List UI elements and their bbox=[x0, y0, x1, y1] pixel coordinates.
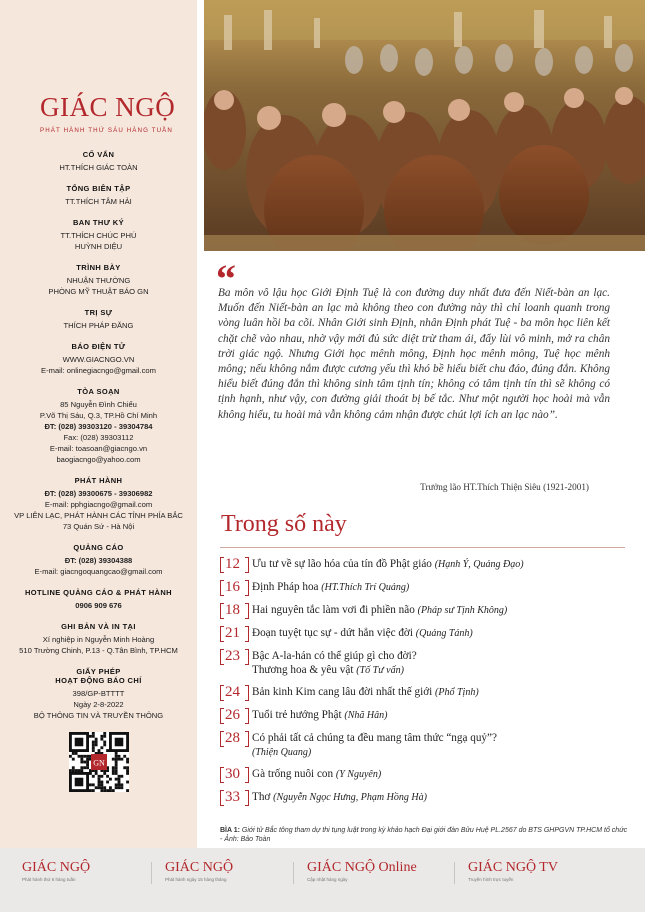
masthead-line: HUỲNH DIỆU bbox=[74, 242, 123, 251]
masthead-line: ĐT: (028) 39303120 - 39304784 bbox=[44, 422, 153, 431]
footer-brands bbox=[0, 848, 645, 912]
toc-list bbox=[220, 555, 630, 811]
masthead-line: WWW.GIACNGO.VN bbox=[62, 355, 135, 364]
cover-photo-illustration bbox=[204, 0, 645, 251]
toc-author: (Thiện Quang) bbox=[252, 747, 312, 758]
masthead-line: Fax: (028) 39303112 bbox=[63, 433, 134, 442]
footer-separator bbox=[151, 862, 152, 884]
masthead-line: VP LIÊN LẠC, PHÁT HÀNH CÁC TỈNH PHÍA BẮC bbox=[14, 511, 183, 520]
footer-separator bbox=[293, 862, 294, 884]
toc-item[interactable] bbox=[220, 683, 630, 701]
toc-item[interactable] bbox=[220, 578, 630, 596]
toc-page-number: 30 bbox=[220, 765, 252, 783]
quote-author: Trưởng lão HT.Thích Thiện Siêu (1921-2001) bbox=[420, 482, 589, 492]
masthead-line: E-mail: pphgiacngo@gmail.com bbox=[44, 500, 153, 509]
toc-item[interactable] bbox=[220, 706, 630, 724]
toc-author: (HT.Thích Trí Quảng) bbox=[321, 582, 410, 593]
cover-caption bbox=[220, 826, 630, 844]
masthead-section bbox=[0, 263, 197, 297]
masthead-line: NHUẬN THƯỜNG bbox=[66, 276, 131, 285]
toc-article-title: Thơ (Nguyễn Ngọc Hưng, Phạm Hồng Hà) bbox=[252, 791, 427, 803]
toc-page-number: 21 bbox=[220, 624, 252, 642]
masthead-section-title: BÁO ĐIỆN TỬ bbox=[71, 342, 126, 351]
toc-article-title: Đoạn tuyệt tục sự - dứt hẳn việc đời (Quảng Tánh) bbox=[252, 627, 473, 639]
masthead-section-title: TRÌNH BÀY bbox=[76, 263, 121, 272]
toc-page-number: 16 bbox=[220, 578, 252, 596]
masthead-line: Ngày 2-8-2022 bbox=[73, 700, 124, 709]
masthead-section bbox=[0, 387, 197, 465]
masthead-section bbox=[0, 667, 197, 721]
cover-photo bbox=[204, 0, 645, 251]
masthead-line: 0906 909 676 bbox=[75, 601, 122, 610]
masthead-section-title: QUẢNG CÁO bbox=[73, 543, 124, 552]
toc-author: (Y Nguyên) bbox=[335, 769, 382, 780]
masthead-section-title: GHI BẢN VÀ IN TẠI bbox=[61, 622, 136, 631]
masthead-section bbox=[0, 588, 197, 611]
toc-author: (Quảng Tánh) bbox=[415, 628, 473, 639]
masthead-section-title: TỔNG BIÊN TẬP bbox=[66, 184, 131, 193]
toc-author: (Tố Tư vấn) bbox=[356, 665, 404, 676]
toc-article-title: Có phải tất cả chúng ta đều mang tâm thức “ngạ quỷ”? (Thiện Quang) bbox=[252, 732, 497, 758]
masthead-line: P.Võ Thị Sáu, Q.3, TP.Hồ Chí Minh bbox=[39, 411, 158, 420]
masthead-sidebar bbox=[0, 0, 197, 848]
masthead-section-title: BAN THƯ KÝ bbox=[72, 218, 125, 227]
masthead-line: 510 Trường Chinh, P.13 - Q.Tân Bình, TP.HCM bbox=[19, 646, 178, 655]
toc-page-number: 18 bbox=[220, 601, 252, 619]
toc-page-number: 28 bbox=[220, 729, 252, 747]
toc-item[interactable] bbox=[220, 729, 630, 760]
masthead-section bbox=[0, 308, 197, 331]
toc-article-title: Bậc A-la-hán có thể giúp gì cho đời? Thương hoa & yêu vật (Tố Tư vấn) bbox=[252, 650, 417, 676]
logo-tagline: PHÁT HÀNH THỨ SÁU HÀNG TUẦN bbox=[40, 127, 173, 134]
masthead-line: Xí nghiệp in Nguyễn Minh Hoàng bbox=[42, 635, 155, 644]
masthead-line: THÍCH PHÁP ĐĂNG bbox=[63, 321, 134, 330]
toc-page-number: 33 bbox=[220, 788, 252, 806]
qr-code bbox=[69, 732, 129, 792]
masthead-section-title: TÒA SOẠN bbox=[77, 387, 120, 396]
toc-author: (Pháp sư Tịnh Không) bbox=[417, 605, 508, 616]
toc-item[interactable] bbox=[220, 624, 630, 642]
caption-text: Giới tử Bắc tông tham dự thi tụng luật trong kỳ khảo hạch Đại giới đàn Bửu Huệ PL.2567 do BTS GHPGVN TP.HCM tổ chức - Ảnh: Bảo Toàn bbox=[220, 827, 628, 843]
masthead-line: TT.THÍCH CHÚC PHÚ bbox=[60, 231, 137, 240]
toc-page-number: 26 bbox=[220, 706, 252, 724]
toc-author: (Nhã Hân) bbox=[344, 710, 388, 721]
masthead-line: PHÒNG MỸ THUẬT BÁO GN bbox=[48, 287, 149, 296]
footer-separator bbox=[454, 862, 455, 884]
svg-text:GN: GN bbox=[92, 758, 105, 768]
masthead-section-title: GIẤY PHÉP HOẠT ĐỘNG BÁO CHÍ bbox=[55, 667, 142, 685]
toc-article-title: Gà trống nuôi con (Y Nguyên) bbox=[252, 768, 382, 780]
toc-author: (Nguyễn Ngọc Hưng, Phạm Hồng Hà) bbox=[273, 792, 427, 803]
footer-brand[interactable]: GIÁC NGỘ Online Cập nhật hàng ngày bbox=[307, 860, 417, 882]
quote-mark: “ bbox=[216, 256, 236, 301]
toc-article-title: Định Pháp hoa (HT.Thích Trí Quảng) bbox=[252, 581, 410, 593]
masthead-line: E-mail: giacngoquangcao@gmail.com bbox=[34, 567, 163, 576]
masthead-section bbox=[0, 150, 197, 173]
masthead-section bbox=[0, 184, 197, 207]
masthead-section-title: CỐ VẤN bbox=[82, 150, 115, 159]
masthead-line: 73 Quán Sứ - Hà Nội bbox=[62, 522, 135, 531]
toc-item[interactable] bbox=[220, 788, 630, 806]
masthead-section-title: HOTLINE QUẢNG CÁO & PHÁT HÀNH bbox=[24, 588, 172, 597]
toc-item[interactable] bbox=[220, 647, 630, 678]
toc-item[interactable] bbox=[220, 555, 630, 573]
toc-page-number: 24 bbox=[220, 683, 252, 701]
toc-article-title: Ưu tư về sự lão hóa của tín đồ Phật giáo (Hạnh Ý, Quảng Đạo) bbox=[252, 558, 524, 570]
toc-divider bbox=[220, 547, 625, 548]
toc-item[interactable] bbox=[220, 765, 630, 783]
masthead-line: E-mail: onlinegiacngo@gmail.com bbox=[41, 366, 156, 375]
masthead-list bbox=[0, 150, 197, 792]
toc-article-title: Hai nguyên tắc làm vơi đi phiền não (Pháp sư Tịnh Không) bbox=[252, 604, 508, 616]
masthead-line: HT.THÍCH GIÁC TOÀN bbox=[59, 163, 138, 172]
footer-brand[interactable]: GIÁC NGỘ Phát hành thứ 6 hàng tuần bbox=[22, 860, 91, 882]
masthead-section bbox=[0, 218, 197, 252]
masthead-line: baogiacngo@yahoo.com bbox=[56, 455, 141, 464]
masthead-section bbox=[0, 342, 197, 376]
toc-title: Trong số này bbox=[221, 511, 347, 537]
toc-article-title: Bản kinh Kim cang lâu đời nhất thế giới (Phổ Tịnh) bbox=[252, 686, 479, 698]
giacngo-logo: GIÁC NGỘ bbox=[40, 92, 176, 122]
toc-page-number: 23 bbox=[220, 647, 252, 665]
masthead-section-title: PHÁT HÀNH bbox=[74, 476, 123, 485]
masthead-section bbox=[0, 476, 197, 532]
masthead-line: BỘ THÔNG TIN VÀ TRUYỀN THÔNG bbox=[33, 711, 164, 720]
masthead-line: ĐT: (028) 39304388 bbox=[64, 556, 133, 565]
masthead-section bbox=[0, 622, 197, 656]
quote-text: Ba môn vô lậu học Giới Định Tuệ là con đường duy nhất đưa đến Niết-bàn an lạc. Muốn đến Niết-bàn an lạc mà không theo con đường này thì chỉ loanh quanh trong vòng luân hồi ba cõi. Nhân Giới sinh Định, nhân Định phát Tuệ - ba môn học liên kết chặt chẽ vào nhau, nhờ vậy mới đủ sức diệt trừ tham ái, đẩy lùi vô minh, mở ra chân trời giác ngộ. Nhưng Giới học mênh mông, Định học mênh mông, Tuệ học mênh mông; nếu không nắm được cương yếu thì khó bề hiểu biết chu đáo, đúng đắn. Không hiểu biết đúng đắn thì không sinh tâm tịnh tín; không có tâm tịnh tín thì sẽ không có tịnh hạnh, như vậy, con đường giải thoát bị bế tắc. Như một người học hoài mà vẫn không hiểu, tu hoài mà vẫn không cảm nhận được chút lợi ích an lạc nào”. bbox=[218, 287, 610, 421]
masthead-line: 398/GP-BTTTT bbox=[72, 689, 125, 698]
masthead-line: E-mail: toasoan@giacngo.vn bbox=[49, 444, 148, 453]
masthead-section-title: TRỊ SỰ bbox=[84, 308, 113, 317]
toc-page-number: 12 bbox=[220, 555, 252, 573]
toc-item[interactable] bbox=[220, 601, 630, 619]
masthead-line: 85 Nguyễn Đình Chiểu bbox=[60, 400, 137, 409]
footer-brand[interactable]: GIÁC NGỘ Phát hành ngày 15 hàng tháng bbox=[165, 860, 234, 882]
toc-author: (Phổ Tịnh) bbox=[435, 687, 479, 698]
toc-author: (Hạnh Ý, Quảng Đạo) bbox=[434, 559, 524, 570]
caption-label: BÌA 1: bbox=[220, 827, 240, 834]
toc-article-title: Tuổi trẻ hướng Phật (Nhã Hân) bbox=[252, 709, 388, 721]
masthead-section bbox=[0, 543, 197, 577]
masthead-line: ĐT: (028) 39300675 - 39306982 bbox=[44, 489, 153, 498]
footer-brand[interactable]: GIÁC NGỘ TV Truyền hình trực tuyến bbox=[468, 860, 558, 882]
masthead-line: TT.THÍCH TÂM HẢI bbox=[65, 197, 132, 206]
